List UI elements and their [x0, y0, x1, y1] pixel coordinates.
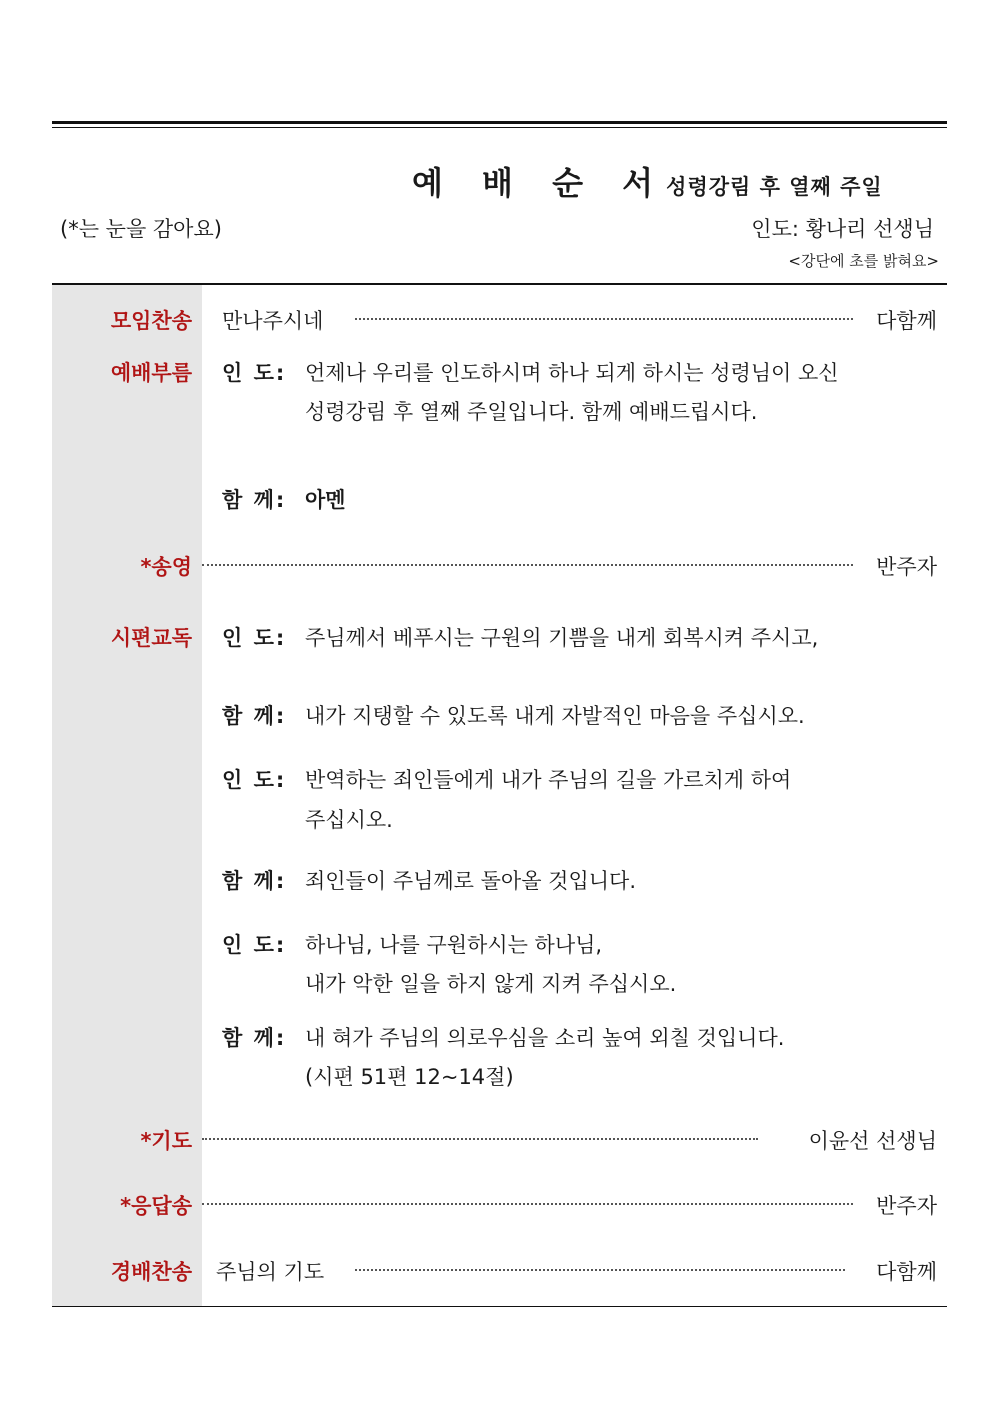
title-subtitle: 성령강림 후 열째 주일 [666, 175, 883, 199]
opening-hymn-performer: 다함께 [876, 309, 937, 333]
response-label: *응답송 [120, 1194, 192, 1218]
opening-hymn-label: 모임찬송 [110, 309, 192, 333]
psalm-reference: (시편 51편 12~14절) [305, 1065, 514, 1089]
page-title [412, 158, 883, 204]
speaker-leader: 인 도: [222, 626, 287, 650]
hymn-label: 경배찬송 [110, 1260, 192, 1284]
leader-dots [355, 318, 853, 320]
psalm-line: 죄인들이 주님께로 돌아올 것입니다. [305, 869, 636, 893]
response-performer: 반주자 [876, 1194, 937, 1218]
call-to-worship-label: 예배부름 [110, 361, 192, 385]
speaker-all: 함 께: [222, 704, 287, 728]
opening-hymn-title: 만나주시네 [222, 309, 324, 333]
psalm-line: 주십시오. [305, 808, 393, 832]
prayer-performer: 이윤선 선생님 [808, 1129, 937, 1153]
speaker-all: 함 께: [222, 1026, 287, 1050]
doxology-label: *송영 [140, 555, 192, 579]
top-rule-thick [52, 121, 947, 124]
top-rule-thin [52, 127, 947, 128]
psalm-line: 주님께서 베푸시는 구원의 기쁨을 내게 회복시켜 주시고, [305, 626, 819, 650]
closed-eyes-note: (*는 눈을 감아요) [60, 217, 222, 241]
hymn-performer: 다함께 [876, 1260, 937, 1284]
speaker-leader: 인 도: [222, 933, 287, 957]
candle-note: <강단에 초를 밝혀요> [788, 252, 939, 270]
psalm-line: 내가 지탱할 수 있도록 내게 자발적인 마음을 주십시오. [305, 704, 805, 728]
psalm-line: 내 혀가 주님의 의로우심을 소리 높여 외칠 것입니다. [305, 1026, 785, 1050]
doxology-performer: 반주자 [876, 555, 937, 579]
psalm-label: 시편교독 [110, 626, 192, 650]
leader-dots [355, 1269, 845, 1271]
speaker-all: 함 께: [222, 869, 287, 893]
bottom-rule [52, 1306, 947, 1307]
leader-dots [202, 1138, 758, 1140]
psalm-line: 내가 악한 일을 하지 않게 지켜 주십시오. [305, 972, 677, 996]
speaker-leader: 인 도: [222, 768, 287, 792]
call-leader-line: 성령강림 후 열째 주일입니다. 함께 예배드립시다. [305, 400, 758, 424]
title-main: 예 배 순 서 [412, 164, 668, 202]
prayer-label: *기도 [140, 1129, 192, 1153]
speaker-leader: 인 도: [222, 361, 287, 385]
psalm-line: 반역하는 죄인들에게 내가 주님의 길을 가르치게 하여 [305, 768, 792, 792]
call-all-line: 아멘 [305, 488, 346, 512]
psalm-line: 하나님, 나를 구원하시는 하나님, [305, 933, 603, 957]
hymn-title: 주님의 기도 [216, 1260, 325, 1284]
leader-dots [202, 1203, 853, 1205]
worship-leader: 인도: 황나리 선생님 [751, 217, 934, 241]
call-leader-line: 언제나 우리를 인도하시며 하나 되게 하시는 성령님이 오신 [305, 361, 839, 385]
speaker-all: 함 께: [222, 488, 287, 512]
leader-dots [202, 564, 853, 566]
